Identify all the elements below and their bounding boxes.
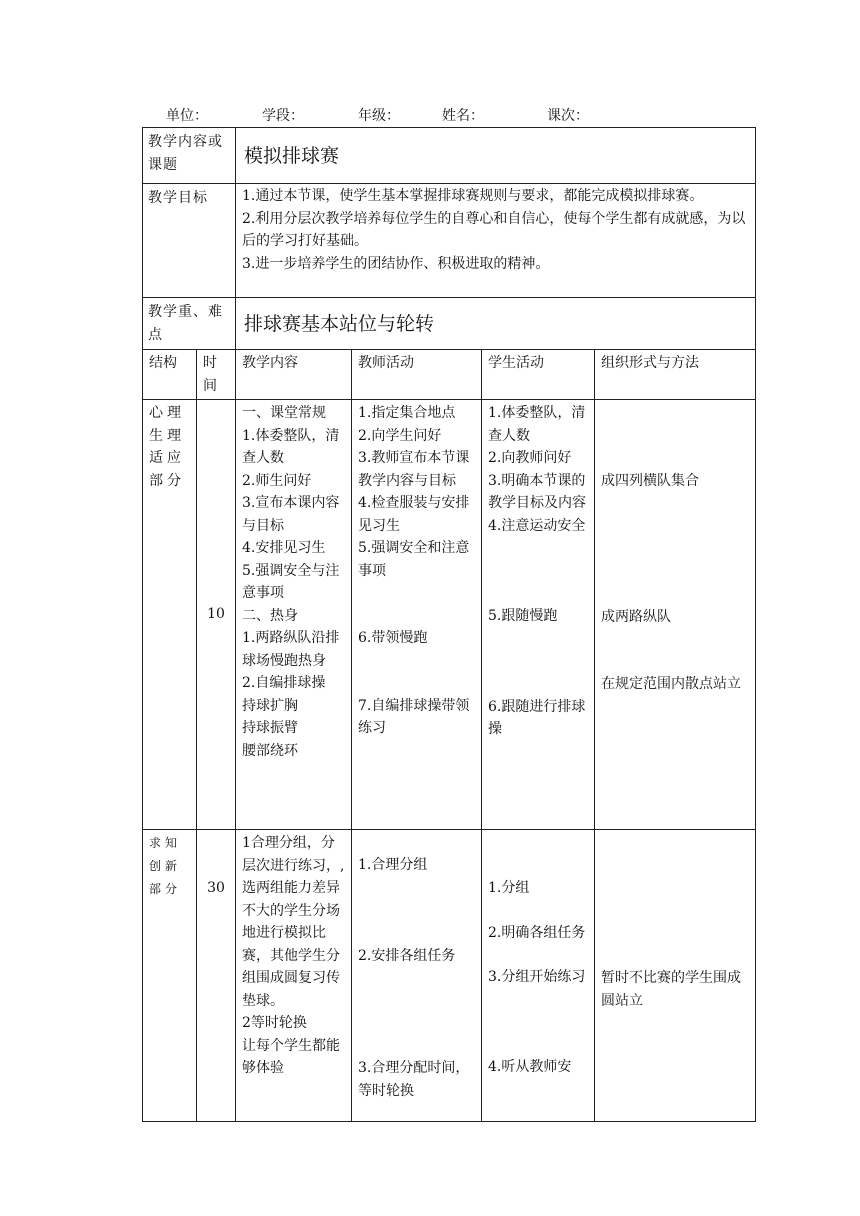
- col-content: 教学内容: [236, 350, 352, 400]
- section-1-row: [143, 400, 756, 830]
- teacher-activity: 1.合理分组: [358, 857, 428, 873]
- section-2-content: 1合理分组，分层次进行练习，,选两组能力差异不大的学生分场地进行模拟比赛，其他学生分组围成圆复习传垫球。 2等时轮换 让每个学生都能够体验: [236, 830, 352, 1122]
- content-row: [143, 128, 756, 184]
- org-method: 成两路纵队: [601, 608, 671, 625]
- key-row: [143, 298, 756, 350]
- student-activity: 4.听从教师安: [488, 1058, 572, 1075]
- student-activity: 6.跟随进行排球操: [488, 698, 586, 737]
- student-activity: 1.分组: [488, 880, 530, 896]
- section-1-org: [595, 400, 756, 830]
- stage-label: 学段：: [262, 108, 304, 124]
- section-1-time: 10: [197, 400, 236, 830]
- teacher-activity: 1.指定集合地点 2.向学生问好 3.教师宣布本节课教学内容与目标 4.检查服装与安排见习生 5.强调安全和注意事项: [358, 405, 470, 579]
- student-activity: 5.跟随慢跑: [488, 608, 558, 624]
- section-2-teacher: [352, 830, 482, 1122]
- col-structure: 结构: [143, 350, 197, 400]
- content-label: 教学内容或课题: [143, 128, 236, 184]
- key-label: 教学重、难点: [143, 298, 236, 350]
- org-method: 在规定范围内散点站立: [601, 676, 741, 692]
- section-1-student: [482, 400, 595, 830]
- student-activity: 2.明确各组任务: [488, 924, 586, 941]
- goal-item: 3.进一步培养学生的团结协作、积极进取的精神。: [242, 255, 550, 272]
- section-1-structure: 心理生理适应部分: [143, 400, 197, 830]
- goal-item: 1.通过本节课，使学生基本掌握排球赛规则与要求，都能完成模拟排球赛。: [242, 188, 704, 204]
- section-2-structure: 求知创新部分: [143, 830, 197, 1122]
- column-header-row: [143, 350, 756, 400]
- col-time: 时间: [197, 350, 236, 400]
- lesson-plan-table: [142, 127, 756, 1122]
- section-1-content: 一、课堂常规 1.体委整队，清查人数 2.师生问好 3.宣布本课内容与目标 4.安排见习生 5.强调安全与注意事项 二、热身 1.两路纵队沿排球场慢跑热身 2.自编排球操 持球扩胸 持球振臂 腰部绕环: [236, 400, 352, 830]
- goal-row: [143, 184, 756, 298]
- section-2-org: [595, 830, 756, 1122]
- goal-label: 教学目标: [143, 184, 236, 298]
- col-student: 学生活动: [482, 350, 595, 400]
- section-2-time: 30: [197, 830, 236, 1122]
- student-activity: 3.分组开始练习: [488, 969, 586, 985]
- org-method: 成四列横队集合: [601, 473, 699, 489]
- name-label: 姓名：: [442, 108, 484, 124]
- teacher-activity: 6.带领慢跑: [358, 630, 428, 646]
- header-line: [140, 105, 760, 127]
- teacher-activity: 7.自编排球操带领练习: [358, 697, 470, 736]
- col-org: 组织形式与方法: [595, 350, 756, 400]
- teacher-activity: 2.安排各组任务: [358, 947, 456, 964]
- key-value: 排球赛基本站位与轮转: [236, 298, 756, 350]
- col-teacher: 教师活动: [352, 350, 482, 400]
- section-1-teacher: [352, 400, 482, 830]
- student-activity: 1.体委整队，清查人数 2.向教师问好 3.明确本节课的教学目标及内容 4.注意运动安全: [488, 405, 586, 534]
- teacher-activity: 3.合理分配时间，等时轮换: [358, 1060, 470, 1099]
- section-2-student: [482, 830, 595, 1122]
- grade-label: 年级：: [358, 108, 400, 124]
- org-method: 暂时不比赛的学生围成圆站立: [601, 970, 741, 1009]
- content-value: 模拟排球赛: [236, 128, 756, 184]
- unit-label: 单位：: [166, 108, 208, 124]
- goal-item: 2.利用分层次教学培养每位学生的自尊心和自信心，使每个学生都有成就感，为以后的学习打好基础。: [242, 210, 746, 249]
- lesson-label: 课次：: [547, 108, 589, 124]
- section-2-row: [143, 830, 756, 1122]
- goal-list: [236, 184, 756, 298]
